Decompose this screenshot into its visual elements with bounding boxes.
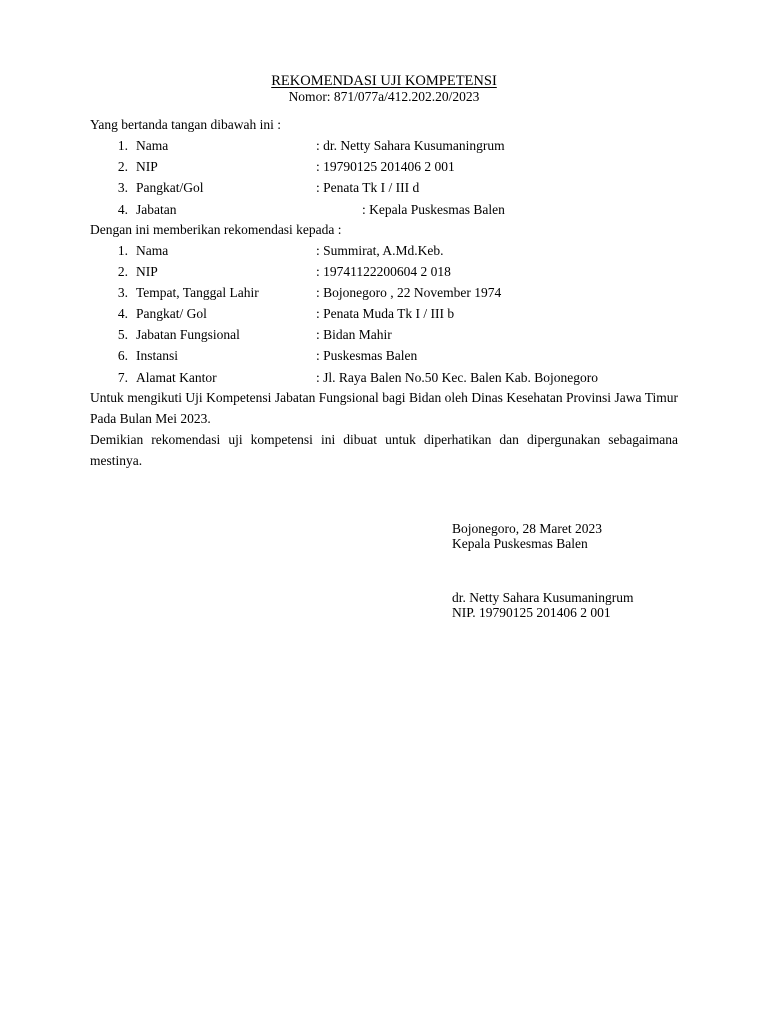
recipient-item-office-address: [0, 370, 768, 386]
item-number: 4.: [117, 306, 128, 321]
item-label: Instansi: [136, 348, 178, 363]
recipient-item-birth: [0, 285, 768, 301]
item-value: : 19790125 201406 2 001: [316, 159, 455, 174]
signature-place-date: Bojonegoro, 28 Maret 2023: [452, 521, 602, 536]
item-label: Pangkat/ Gol: [136, 306, 207, 321]
item-number: 3.: [117, 285, 128, 300]
signature-nip: NIP. 19790125 201406 2 001: [452, 605, 611, 620]
document-title: [0, 72, 768, 90]
signer-item-position: [0, 202, 768, 218]
signer-item-rank: [0, 180, 768, 196]
recipient-item-institution: [0, 348, 768, 364]
signer-item-name: [0, 138, 768, 154]
item-label: Tempat, Tanggal Lahir: [136, 285, 259, 300]
item-label: NIP: [136, 264, 158, 279]
item-value: : Penata Muda Tk I / III b: [316, 306, 455, 321]
recipient-item-nip: [0, 264, 768, 280]
item-value: : Kepala Puskesmas Balen: [362, 202, 505, 217]
signature-name: dr. Netty Sahara Kusumaningrum: [452, 590, 634, 605]
item-value: : dr. Netty Sahara Kusumaningrum: [316, 138, 505, 153]
item-value: : Summirat, A.Md.Keb.: [316, 243, 444, 258]
item-label: Nama: [136, 138, 169, 153]
recipient-item-rank: [0, 306, 768, 322]
recipient-item-name: [0, 243, 768, 259]
item-label: NIP: [136, 159, 158, 174]
purpose-paragraph: Untuk mengikuti Uji Kompetensi Jabatan Fungsional bagi Bidan oleh Dinas Kesehatan Provinsi Jawa Timur Pada Bulan Mei 2023.: [90, 390, 678, 426]
item-number: 2.: [117, 159, 128, 174]
item-value: : Bidan Mahir: [316, 327, 392, 342]
signer-intro: Yang bertanda tangan dibawah ini :: [90, 117, 281, 132]
item-number: 4.: [117, 202, 128, 217]
item-value: : Jl. Raya Balen No.50 Kec. Balen Kab. Bojonegoro: [316, 370, 598, 385]
item-value: : Puskesmas Balen: [316, 348, 418, 363]
item-value: : 19741122200604 2 018: [316, 264, 451, 279]
signer-item-nip: [0, 159, 768, 175]
item-value: : Bojonegoro , 22 November 1974: [316, 285, 502, 300]
recipient-intro: Dengan ini memberikan rekomendasi kepada :: [90, 222, 342, 237]
item-number: 6.: [117, 348, 128, 363]
item-number: 2.: [117, 264, 128, 279]
item-label: Jabatan: [136, 202, 177, 217]
recipient-item-functional-position: [0, 327, 768, 343]
item-value: : Penata Tk I / III d: [316, 180, 420, 195]
item-label: Pangkat/Gol: [136, 180, 204, 195]
document-number: Nomor: 871/077a/412.202.20/2023: [288, 89, 480, 104]
item-number: 5.: [117, 327, 128, 342]
item-label: Nama: [136, 243, 169, 258]
signature-position: Kepala Puskesmas Balen: [452, 536, 588, 551]
item-label: Jabatan Fungsional: [136, 327, 240, 342]
item-number: 1.: [117, 138, 128, 153]
item-number: 3.: [117, 180, 128, 195]
item-label: Alamat Kantor: [136, 370, 217, 385]
document-title-text: REKOMENDASI UJI KOMPETENSI: [271, 73, 497, 89]
item-number: 7.: [117, 370, 128, 385]
item-number: 1.: [117, 243, 128, 258]
closing-paragraph: Demikian rekomendasi uji kompetensi ini dibuat untuk diperhatikan dan dipergunakan sebagaimana mestinya.: [90, 432, 678, 468]
